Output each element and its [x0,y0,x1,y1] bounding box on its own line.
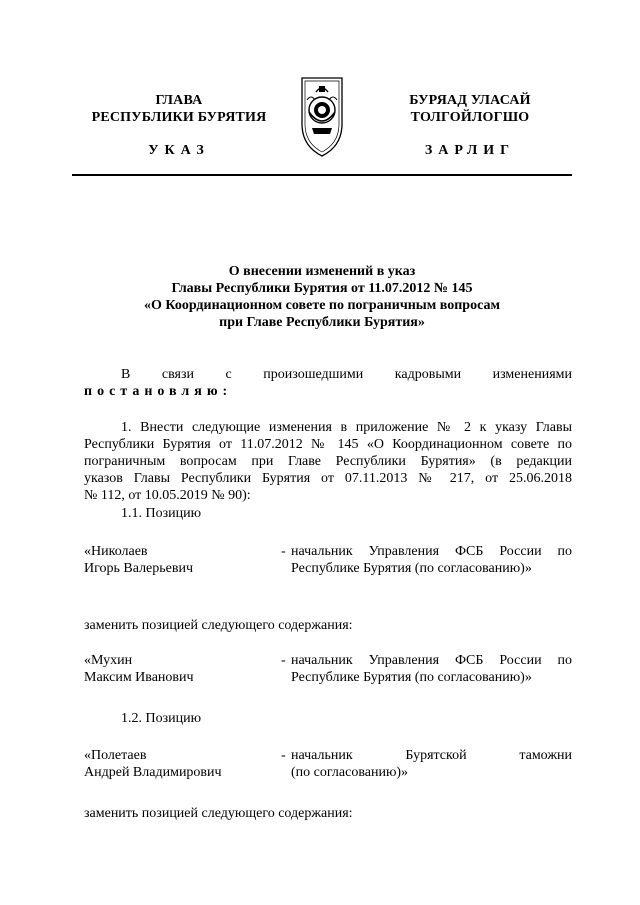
header-left-line1: ГЛАВА [155,93,203,108]
preamble [84,367,572,400]
header-right-line1: БУРЯАД УЛАСАЙ [409,93,531,108]
point1-line1 [84,420,572,437]
entry2 [84,653,572,687]
header-right-doc-type: ЗАРЛИГ [424,143,516,158]
entry1-desc [291,544,572,577]
entry3-desc2: (по согласованию)» [291,764,409,780]
replace2: заменить позицией следующего содержания: [84,806,353,821]
header-right-line2: ТОЛГОЙЛОГШО [410,110,530,125]
entry3-desc [291,748,572,781]
entry3-name [84,748,274,781]
entry1-name [84,544,274,577]
point1-line4: указов Главы Республики Бурятия от 07.11.2013 № 217, от 25.06.2018 [84,471,572,486]
title-line1: О внесении изменений в указ [228,264,416,279]
entry3-name1: «Полетаев [84,748,147,763]
title-line4: при Главе Республики Бурятия» [219,315,425,330]
point1-line5: № 112, от 10.05.2019 № 90): [84,488,251,503]
point1-line2: Республики Бурятия от 11.07.2012 № 145 «О Координационном совете по [84,437,572,452]
entry3-desc1: начальник Бурятской таможни [291,748,572,763]
entry2-desc [291,653,572,686]
preamble-emphasis: постановляю: [84,383,233,399]
entry2-name [84,653,274,686]
entry1-desc1: начальник Управления ФСБ России по [291,544,572,559]
entry1-dash: - [281,544,286,559]
entry2-name1: «Мухин [84,653,133,668]
entry2-dash: - [281,653,286,668]
entry3-name2: Андрей Владимирович [84,764,222,780]
entry3 [84,748,572,782]
entry2-desc2: Республике Бурятия (по согласованию)» [291,669,532,685]
entry1-name1: «Николаев [84,544,148,559]
sub1-label: 1.1. Позицию [121,506,202,521]
header-rule [72,174,572,176]
entry3-dash: - [281,748,286,763]
header-left-doc-type: УКАЗ [148,143,210,158]
point1-line3: пограничным вопросам при Главе Республики Бурятия» (в редакции [84,454,572,469]
entry2-name2: Максим Иванович [84,669,194,685]
preamble-text: В связи с произошедшими кадровыми изменениями [121,367,572,382]
sub2-label: 1.2. Позицию [121,711,202,726]
header-left-line2: РЕСПУБЛИКИ БУРЯТИЯ [91,110,267,125]
title-line3: «О Координационном совете по пограничным вопросам [143,298,500,313]
coat-of-arms-icon [298,72,346,158]
entry2-desc1: начальник Управления ФСБ России по [291,653,572,668]
point1-line1-text: 1. Внести следующие изменения в приложение № 2 к указу Главы [121,420,572,435]
entry1 [84,544,572,578]
entry1-desc2: Республике Бурятия (по согласованию)» [291,560,532,576]
title-line2: Главы Республики Бурятия от 11.07.2012 № 145 [171,281,473,296]
replace1: заменить позицией следующего содержания: [84,618,353,633]
entry1-name2: Игорь Валерьевич [84,560,194,576]
